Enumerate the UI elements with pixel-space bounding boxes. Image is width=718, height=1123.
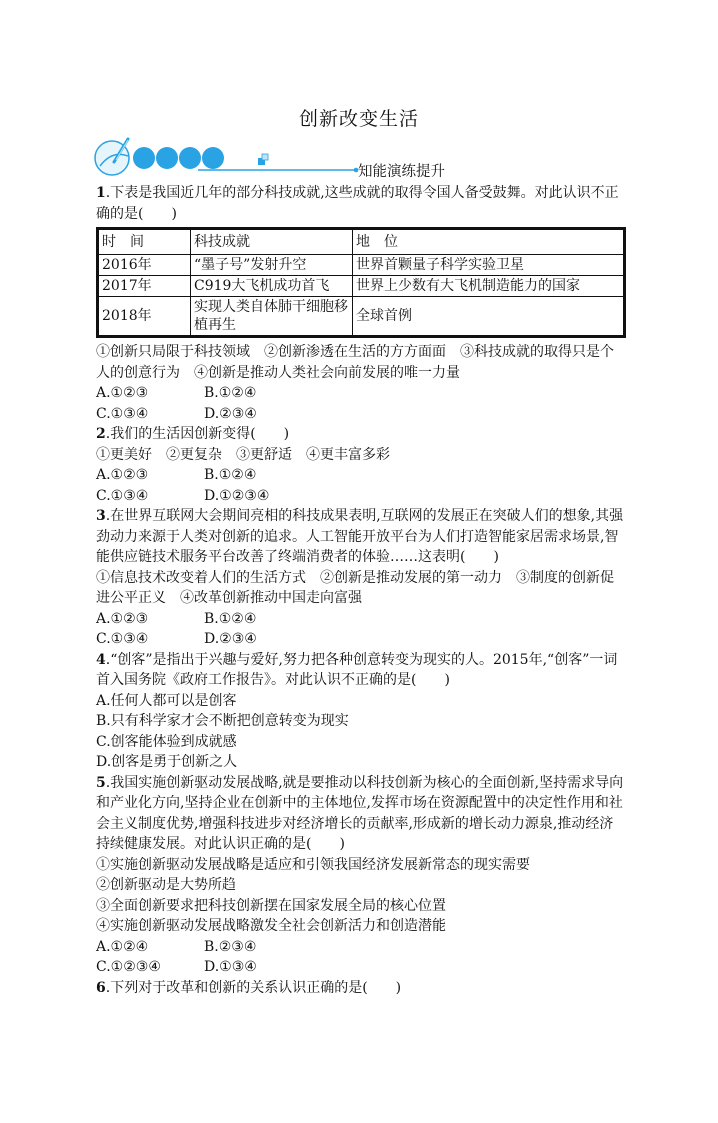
- option-a[interactable]: A.①②④: [96, 938, 149, 955]
- question-2-statement: ①更美好 ②更复杂 ③更舒适 ④更丰富多彩: [96, 446, 390, 463]
- question-5-statement-2: ②创新驱动是大势所趋: [96, 877, 236, 893]
- option-c[interactable]: C.①③④: [96, 631, 149, 647]
- question-1-options-row-2: [96, 404, 626, 425]
- page-title: 创新改变生活: [298, 108, 419, 130]
- option-d[interactable]: D.①②③④: [204, 487, 270, 504]
- question-1: 1.下表是我国近几年的部分科技成就,这些成就的取得令国人备受鼓舞。对此认识不正确的是( ): [96, 185, 619, 222]
- question-3: 3.在世界互联网大会期间亮相的科技成果表明,互联网的发展正在突破人们的想象,其强劲动力来源于人类对创新的追求。人工智能开放平台为人们打造智能家居需求场景,智能供应链技术服务平台改善了终端消费者的体验……这表明( ): [96, 508, 624, 565]
- table-row: 2016年 “墨子号”发射升空 世界首颗量子科学实验卫星: [98, 255, 625, 276]
- question-5-statement-4: ④实施创新驱动发展战略激发全社会创新活力和创造潜能: [96, 918, 446, 934]
- col-header-achievement: 科技成就: [191, 229, 353, 255]
- option-b[interactable]: B.②③④: [204, 938, 257, 955]
- pen-icon: [95, 139, 129, 175]
- question-4: 4.“创客”是指出于兴趣与爱好,努力把各种创意转变为现实的人。2015年,“创客”一词首入国务院《政府工作报告》。对此认识不正确的是( ): [96, 651, 618, 688]
- option-a[interactable]: A.①②③: [96, 385, 149, 401]
- option-a[interactable]: A.①②③: [96, 610, 149, 627]
- question-5-statement-3: ③全面创新要求把科技创新摆在国家发展全局的核心位置: [96, 897, 446, 914]
- exercise-content: [96, 183, 626, 998]
- option-d[interactable]: D.②③④: [204, 631, 257, 647]
- question-5-statement-1: ①实施创新驱动发展战略是适应和引领我国经济发展新常态的现实需要: [96, 856, 530, 873]
- question-6: 6.下列对于改革和创新的关系认识正确的是( ): [96, 979, 402, 996]
- question-3-statement: ①信息技术改变着人们的生活方式 ②创新是推动发展的第一动力 ③制度的创新促进公平正义 ④改革创新推动中国走向富强: [96, 569, 614, 606]
- option-d[interactable]: D.①③④: [204, 959, 257, 975]
- option-a[interactable]: A.①②③: [96, 467, 149, 483]
- option-d[interactable]: D.②③④: [204, 405, 257, 422]
- question-2-options-row-2: [96, 486, 626, 507]
- question-1-statement: ①创新只局限于科技领域 ②创新渗透在生活的方方面面 ③科技成就的取得只是个人的创意行为 ④创新是推动人类社会向前发展的唯一力量: [96, 344, 614, 381]
- option-d[interactable]: D.创客是勇于创新之人: [96, 754, 238, 770]
- question-3-options-row-1: [96, 609, 626, 630]
- tech-achievements-table: [96, 227, 626, 338]
- col-header-status: 地 位: [353, 229, 625, 255]
- question-5-options-row-1: [96, 937, 626, 958]
- question-1-options-row-1: [96, 383, 626, 404]
- section-label: 知能演练提升: [358, 164, 445, 180]
- option-c[interactable]: C.①②③④: [96, 959, 161, 975]
- col-header-time: 时 间: [98, 229, 191, 255]
- option-a[interactable]: A.任何人都可以是创客: [96, 692, 237, 709]
- question-2-options-row-1: [96, 465, 626, 486]
- option-c[interactable]: C.①③④: [96, 487, 149, 504]
- question-5-options-row-2: [96, 957, 626, 978]
- option-b[interactable]: B.①②④: [204, 610, 257, 627]
- question-5: 5.我国实施创新驱动发展战略,就是要推动以科技创新为核心的全面创新,坚持需求导向和产业化方向,坚持企业在创新中的主体地位,发挥市场在资源配置中的决定性作用和社会主义制度优势,增强科技进步对经济增长的贡献率,形成新的增长动力源泉,推动经济持续健康发展。对此认识正确的是( ): [96, 774, 624, 852]
- square-icon: [258, 154, 268, 165]
- option-b[interactable]: B.①②④: [204, 385, 257, 401]
- option-c[interactable]: C.①③④: [96, 405, 149, 422]
- option-c[interactable]: C.创客能体验到成就感: [96, 733, 237, 750]
- option-b[interactable]: B.①②④: [204, 467, 257, 483]
- table-header-row: [98, 229, 625, 255]
- table-row: 2018年 实现人类自体肺干细胞移植再生 全球首例: [98, 297, 625, 337]
- question-3-options-row-2: [96, 629, 626, 650]
- dots-icon: [133, 147, 224, 169]
- question-2: 2.我们的生活因创新变得( ): [96, 426, 290, 442]
- table-row: 2017年 C919大飞机成功首飞 世界上少数有大飞机制造能力的国家: [98, 276, 625, 297]
- option-b[interactable]: B.只有科学家才会不断把创意转变为现实: [96, 713, 349, 729]
